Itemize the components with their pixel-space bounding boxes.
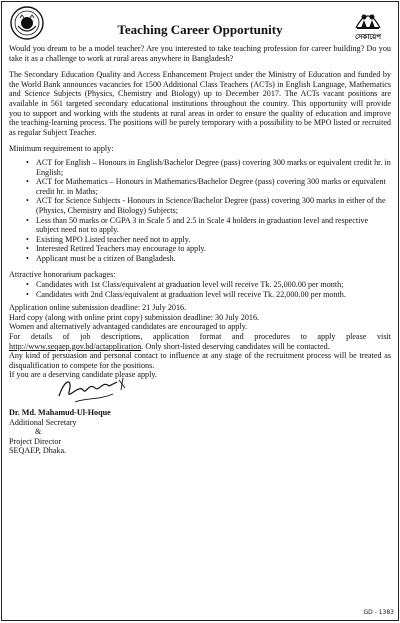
list-item: • Interested Retired Teachers may encourage to apply.	[26, 244, 206, 254]
online-deadline: Application online submission deadline: 21 July 2016.	[9, 303, 187, 313]
signer-ampersand: &	[35, 427, 42, 437]
list-item: • ACT for English – Honours in English/Bachelor Degree (pass) covering 300 marks or equivalent credit hr. in English;	[26, 157, 391, 177]
list-item: • ACT for Mathematics – Honours in Mathematics/Bachelor Degree (pass) covering 300 marks or equivalent credit hr. in Maths;	[26, 177, 386, 196]
list-item: • ACT for Science Subjects - Honours in Science/Bachelor Degree (pass) covering 300 marks in either of the (Physics, Chemistry and Biology) Subjects;	[26, 196, 386, 215]
intro-paragraph: Would you dream to be a model teacher? Are you interested to take teaching profession for career building? Do you take it as a challenge to work at rural areas anywhere in Bangladesh?	[9, 44, 391, 63]
honorarium-heading: Attractive honorarium packages:	[9, 270, 116, 280]
list-item: • Candidates with 1st Class/equivalent at graduation level will receive Tk. 25,000.00 per month;	[26, 280, 344, 290]
signer-name: Dr. Md. Mahamud-Ul-Hoque	[9, 408, 111, 417]
page-title: Teaching Career Opportunity	[117, 22, 283, 37]
list-item: • Less than 50 marks or CGPA 3 in Scale 5 and 2.5 in Scale 4 holders in graduation level and respective subject need not to apply.	[26, 215, 369, 235]
seqaep-logo-text: সেকায়েপ	[354, 32, 382, 41]
encouragement-text: Women and alternatively advantaged candidates are encouraged to apply.	[9, 322, 248, 332]
signer-details	[9, 408, 111, 456]
requirements-heading: Minimum requirement to apply:	[9, 144, 114, 154]
apply-call: If you are a deserving candidate please apply.	[9, 370, 157, 380]
advertisement-page	[1, 1, 399, 621]
header	[9, 6, 391, 44]
honorarium-list	[9, 280, 391, 299]
list-item: • Applicant must be a citizen of Bangladesh.	[26, 253, 176, 263]
list-item: • Candidates with 2nd Class/equivalent at graduation level will receive Tk. 22,000.00 per month.	[26, 289, 346, 299]
signature-image	[55, 374, 135, 408]
signer-role: Project Director	[9, 436, 62, 446]
signature-block	[9, 380, 391, 470]
seqaep-emblem-icon	[353, 6, 383, 30]
application-link[interactable]: http://www.seqaep.gov.bd/actapplication	[9, 341, 142, 351]
document-code: GD - 1383	[363, 609, 394, 617]
list-item: • Existing MPO Listed teacher need not to apply.	[26, 234, 191, 244]
persuasion-warning: Any kind of persuasion and personal contact to influence at any stage of the recruitment process will be treated as disqualification to compete for the positions.	[9, 351, 391, 370]
description-paragraph: The Secondary Education Quality and Access Enhancement Project under the Ministry of Education and funded by the World Bank announces vacancies for 1500 Additional Class Teachers (ACTs) in English Language, Mathematics and Science Subjects (Physics, Chemistry and Biology) up to December 2017. The ACTs vacant positions are available in 561 targeted secondary educational institutions throughout the country. This opportunity will provide you to support and working with the students at rural areas in order to ensure the quality of education and improve the teaching-learning process. The positions will be purely temporary with a possibility to be MPO listed or recruited as regular Subject Teacher.	[9, 70, 391, 137]
signer-title: Additional Secretary	[9, 417, 77, 427]
requirements-list	[9, 158, 391, 264]
seqaep-logo	[346, 6, 390, 42]
hardcopy-deadline: Hard copy (along with online print copy) submission deadline: 30 July 2016.	[9, 312, 260, 322]
signer-org: SEQAEP, Dhaka.	[9, 446, 67, 456]
details-paragraph: For details of job descriptions, application format and procedures to apply please visit http://www.seqaep.gov.bd/actapplication. Only short-listed deserving candidates will be contacted.	[9, 332, 391, 351]
